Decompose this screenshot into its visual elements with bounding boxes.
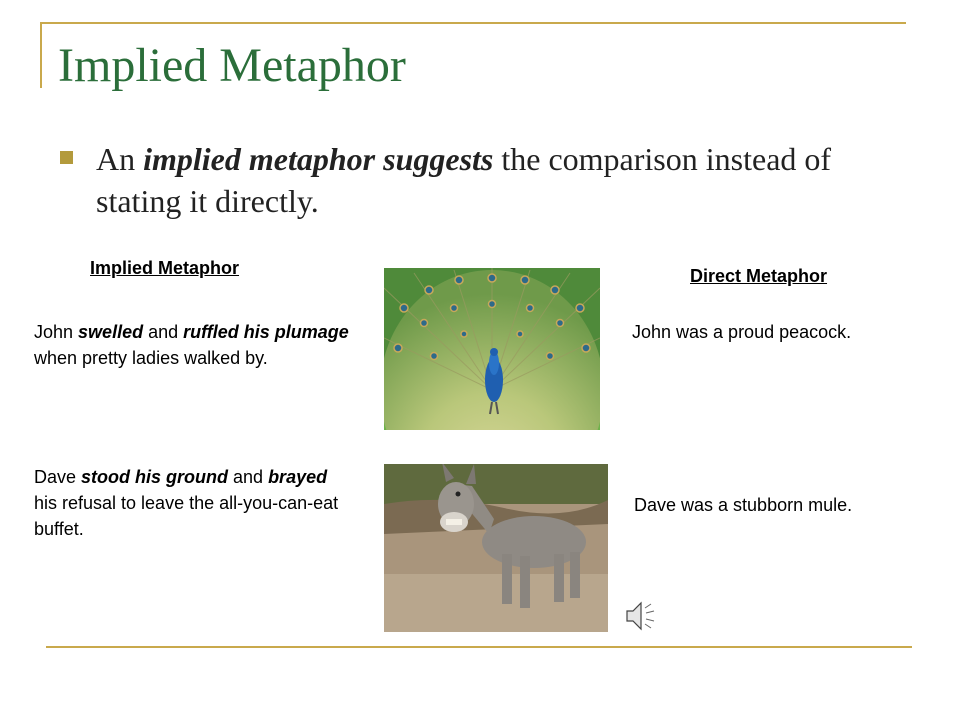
frame-left-rule xyxy=(40,22,42,88)
sound-icon[interactable] xyxy=(624,598,658,634)
direct-example-dave: Dave was a stubborn mule. xyxy=(634,495,853,515)
frame-bottom-rule xyxy=(46,646,912,648)
direct-example-john: John was a proud peacock. xyxy=(632,322,852,342)
example-text: John xyxy=(34,322,79,342)
emphasized-phrase: ruffled his plumage xyxy=(183,322,349,342)
example-text: Dave xyxy=(34,467,82,487)
implied-example-john xyxy=(34,319,364,371)
emphasized-phrase: stood his ground xyxy=(81,467,229,487)
bullet-emphasis: implied metaphor suggests xyxy=(143,141,494,177)
definition-bullet xyxy=(96,138,856,222)
peacock-photo xyxy=(384,268,600,430)
example-text: his refusal to leave the all-you-can-eat buffet. xyxy=(34,493,339,539)
implied-metaphor-header: Implied Metaphor xyxy=(90,258,240,278)
example-text: and xyxy=(143,322,184,342)
bullet-square-icon xyxy=(60,151,73,164)
slide-title: Implied Metaphor xyxy=(58,39,406,92)
emphasized-phrase: swelled xyxy=(78,322,144,342)
bullet-text-part: the comparison instead of stating it directly. xyxy=(96,141,832,219)
bullet-text-part: An xyxy=(96,141,144,177)
example-text: when pretty ladies walked by. xyxy=(34,348,268,368)
example-text: and xyxy=(228,467,269,487)
emphasized-phrase: brayed xyxy=(268,467,328,487)
donkey-photo xyxy=(384,464,608,632)
frame-top-rule xyxy=(40,22,906,24)
direct-metaphor-header: Direct Metaphor xyxy=(690,266,828,286)
implied-example-dave xyxy=(34,464,344,542)
